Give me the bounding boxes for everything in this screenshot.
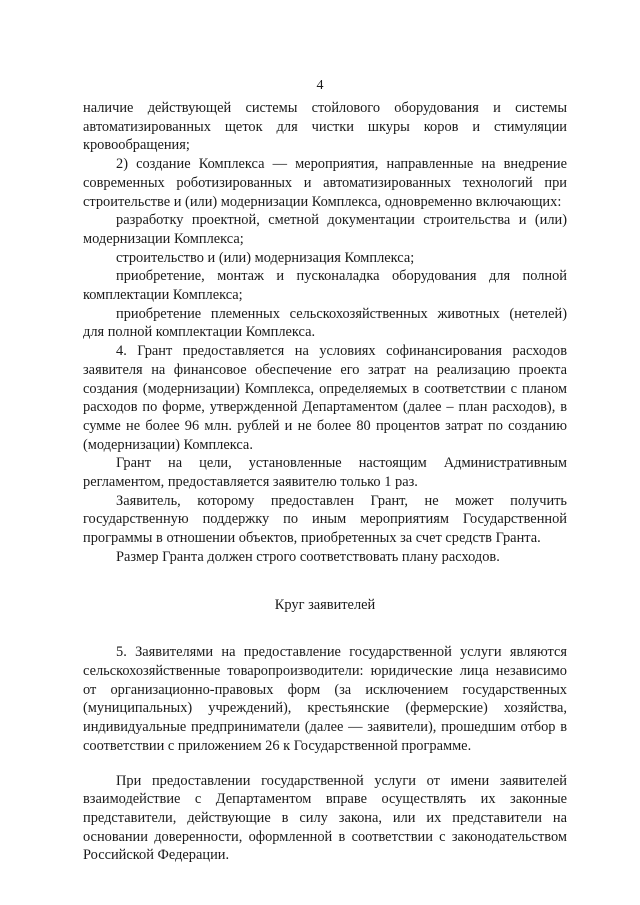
paragraph-p5: приобретение, монтаж и пусконаладка оборудования для полной комплектации Комплекса;: [83, 268, 567, 304]
paragraph-p9: Заявитель, которому предоставлен Грант, не может получить государственную поддержку по иным мероприятиям Государственной программы в отношении объектов, приобретенных за счет средств Гранта.: [83, 492, 567, 547]
paragraph-p2: 2) создание Комплекса — мероприятия, направленные на внедрение современных роботизированных и автоматизированных технологий при строительстве и (или) модернизации Комплекса, одновременно включающих:: [83, 156, 567, 210]
paragraph-p3: разработку проектной, сметной документации строительства и (или) модернизации Комплекса;: [83, 212, 567, 247]
paragraph-p11: 5. Заявителями на предоставление государственной услуги являются сельскохозяйственные товаропроизводители: юридические лица независимо от организационно-правовых форм (за исключением государственных (муниципальных) учреждений), крестьянские (фермерские) хозяйства, индивидуальные предприниматели (далее — заявители), прошедшим отбор в соответствии с приложением 26 к Государственной программе.: [83, 644, 567, 754]
document-body: [83, 99, 567, 865]
paragraph-p10: Размер Гранта должен строго соответствовать плану расходов.: [116, 548, 500, 565]
page-number: 4: [316, 78, 324, 93]
paragraph-p8: Грант на цели, установленные настоящим Административным регламентом, предоставляется заявителю только 1 раз.: [83, 455, 567, 491]
paragraph-p1: наличие действующей системы стойлового оборудования и системы автоматизированных щеток для чистки шкуры коров и стимуляции кровообращения;: [83, 100, 567, 154]
paragraph-p4: строительство и (или) модернизация Комплекса;: [116, 249, 415, 266]
section-heading: Круг заявителей: [274, 596, 376, 613]
paragraph-p7: 4. Грант предоставляется на условиях софинансирования расходов заявителя на финансовое обеспечение его затрат на реализацию проекта создания (модернизации) Комплекса, определяемых в соответствии с планом расходов по форме, утвержденной Департаментом (далее – план расходов), в сумме не более 96 млн. рублей и не более 80 процентов затрат по созданию (модернизации) Комплекса.: [83, 343, 567, 453]
paragraph-p6: приобретение племенных сельскохозяйственных животных (нетелей) для полной комплектации Комплекса.: [83, 305, 567, 341]
paragraph-p12: При предоставлении государственной услуги от имени заявителей взаимодействие с Департаментом вправе осуществлять их законные представители, действующие в силу закона, или их представители на основании доверенности, оформленной в соответствии с законодательством Российской Федерации.: [83, 772, 567, 864]
